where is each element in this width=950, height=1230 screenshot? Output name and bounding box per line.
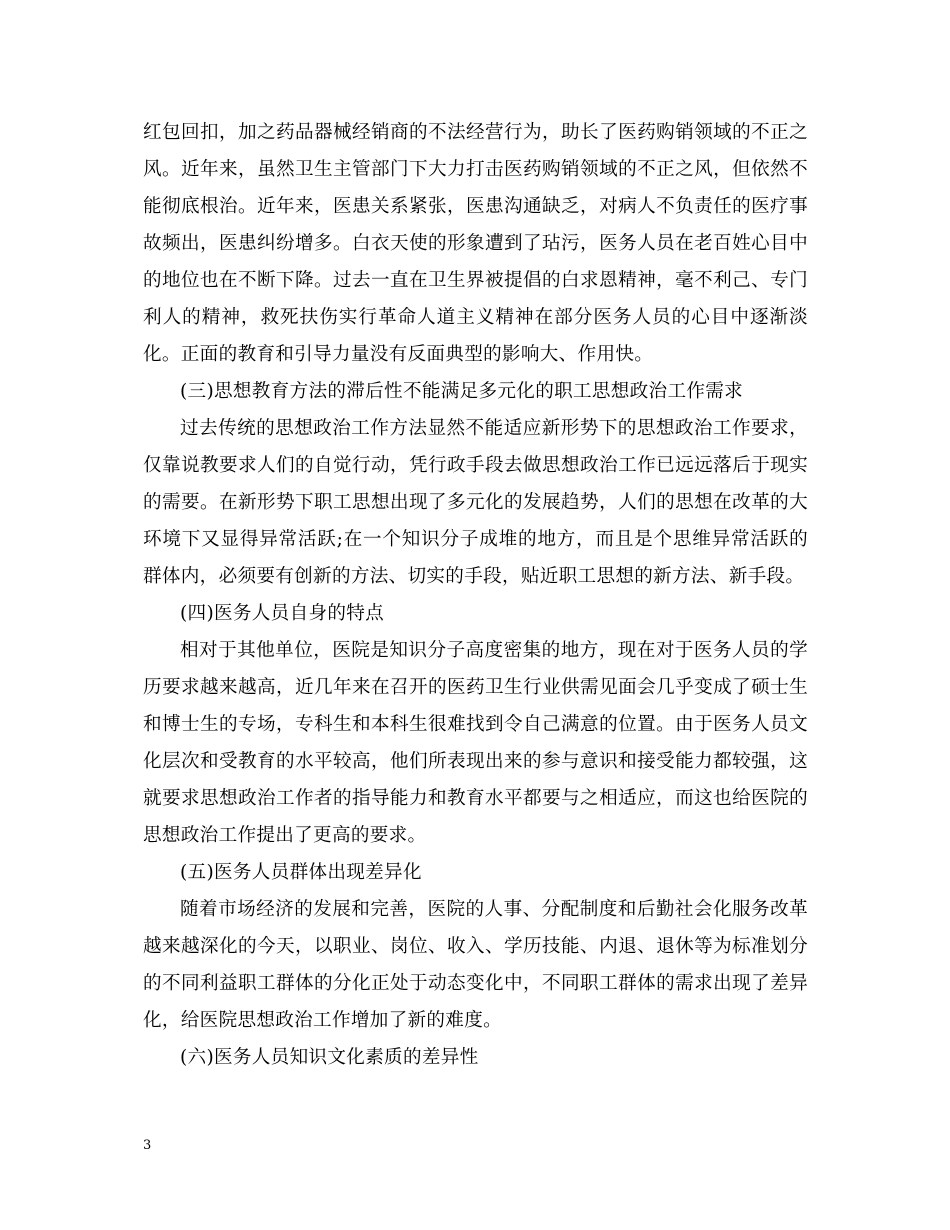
paragraph-section-4: 相对于其他单位，医院是知识分子高度密集的地方，现在对于医务人员的学历要求越来越高，近几年来在召开的医药卫生行业供需见面会几乎变成了硕士生和博士生的专场，专科生和本科生很难找到令自己满意的位置。由于医务人员文化层次和受教育的水平较高，他们所表现出来的参与意识和接受能力都较强，这就要求思想政治工作者的指导能力和教育水平都要与之相适应，而这也给医院的思想政治工作提出了更高的要求。 — [143, 640, 808, 846]
section-heading-3: (三)思想教育方法的滞后性不能满足多元化的职工思想政治工作需求 — [180, 381, 744, 402]
document-body — [143, 114, 808, 1076]
page-number: 3 — [143, 1138, 152, 1153]
section-heading-5: (五)医务人员群体出现差异化 — [180, 862, 422, 883]
section-heading-4: (四)医务人员自身的特点 — [180, 603, 385, 624]
paragraph-continued: 红包回扣，加之药品器械经销商的不法经营行为，助长了医药购销领域的不正之风。近年来，虽然卫生主管部门下大力打击医药购销领域的不正之风，但依然不能彻底根治。近年来，医患关系紧张，医患沟通缺乏，对病人不负责任的医疗事故频出，医患纠纷增多。白衣天使的形象遭到了玷污，医务人员在老百姓心目中的地位也在不断下降。过去一直在卫生界被提倡的白求恩精神，毫不利己、专门利人的精神，救死扶伤实行革命人道主义精神在部分医务人员的心目中逐渐淡化。正面的教育和引导力量没有反面典型的影响大、作用快。 — [143, 122, 808, 365]
paragraph-section-5: 随着市场经济的发展和完善，医院的人事、分配制度和后勤社会化服务改革越来越深化的今天，以职业、岗位、收入、学历技能、内退、退休等为标准划分的不同利益职工群体的分化正处于动态变化中，不同职工群体的需求出现了差异化，给医院思想政治工作增加了新的难度。 — [143, 899, 808, 1031]
paragraph-section-3: 过去传统的思想政治工作方法显然不能适应新形势下的思想政治工作要求，仅靠说教要求人们的自觉行动，凭行政手段去做思想政治工作已远远落后于现实的需要。在新形势下职工思想出现了多元化的发展趋势，人们的思想在改革的大环境下又显得异常活跃;在一个知识分子成堆的地方，而且是个思维异常活跃的群体内，必须要有创新的方法、切实的手段，贴近职工思想的新方法、新手段。 — [143, 418, 808, 587]
section-heading-6: (六)医务人员知识文化素质的差异性 — [180, 1047, 479, 1068]
